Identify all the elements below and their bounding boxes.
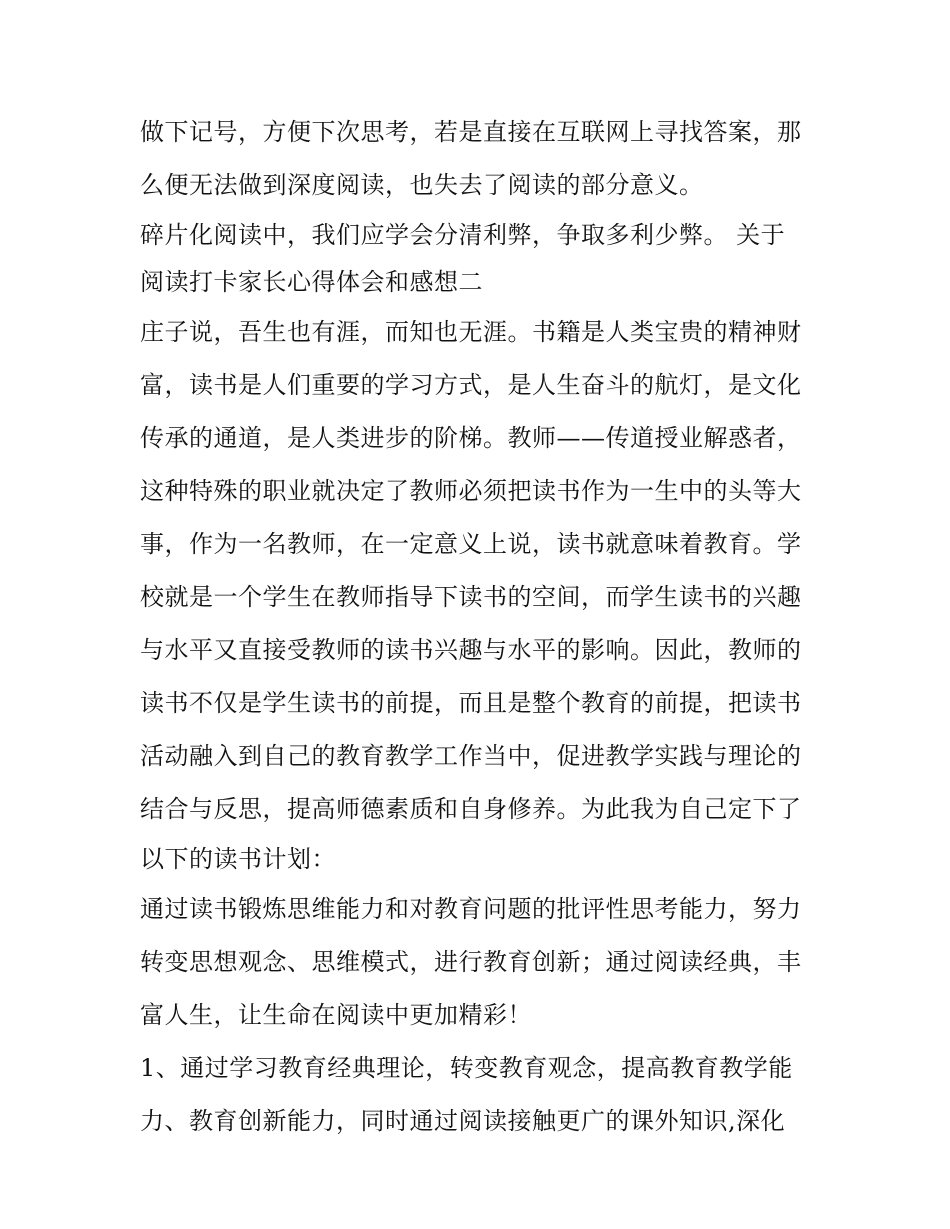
text-line: 结合与反思，提高师德素质和自身修养。为此我为自己定下了 (140, 795, 802, 823)
text-line: 么便无法做到深度阅读，也失去了阅读的部分意义。 (140, 171, 704, 199)
text-line: 事，作为一名教师，在一定意义上说，读书就意味着教育。学 (140, 530, 802, 558)
text-line: 力、教育创新能力，同时通过阅读接触更广的课外知识,深化 (140, 1107, 786, 1135)
text-line: 这种特殊的职业就决定了教师必须把读书作为一生中的头等大 (140, 477, 802, 505)
text-line: 阅读打卡家长心得体会和感想二 (140, 268, 483, 296)
text-line: 庄子说，吾生也有涯，而知也无涯。书籍是人类宝贵的精神财 (140, 318, 802, 346)
text-line: 校就是一个学生在教师指导下读书的空间，而学生读书的兴趣 (140, 583, 802, 611)
text-line: 富，读书是人们重要的学习方式，是人生奋斗的航灯，是文化 (140, 371, 802, 399)
text-line: 以下的读书计划： (140, 845, 336, 873)
text-line: 读书不仅是学生读书的前提，而且是整个教育的前提，把读书 (140, 689, 802, 717)
text-line: 碎片化阅读中，我们应学会分清利弊，争取多利少弊。 关于 (140, 221, 786, 249)
body-text (140, 106, 820, 1148)
text-line: 传承的通道，是人类进步的阶梯。教师——传道授业解惑者， (140, 424, 802, 452)
text-line: 做下记号，方便下次思考，若是直接在互联网上寻找答案，那 (140, 118, 802, 146)
text-line: 通过读书锻炼思维能力和对教育问题的批评性思考能力，努力 (140, 895, 802, 923)
text-line: 1、通过学习教育经典理论，转变教育观念，提高教育教学能 (140, 1054, 793, 1082)
text-line: 活动融入到自己的教育教学工作当中，促进教学实践与理论的 (140, 742, 802, 770)
text-line: 与水平又直接受教师的读书兴趣与水平的影响。因此，教师的 (140, 636, 802, 664)
text-line: 转变思想观念、思维模式，进行教育创新；通过阅读经典，丰 (140, 948, 802, 976)
text-line: 富人生，让生命在阅读中更加精彩！ (140, 1001, 532, 1029)
